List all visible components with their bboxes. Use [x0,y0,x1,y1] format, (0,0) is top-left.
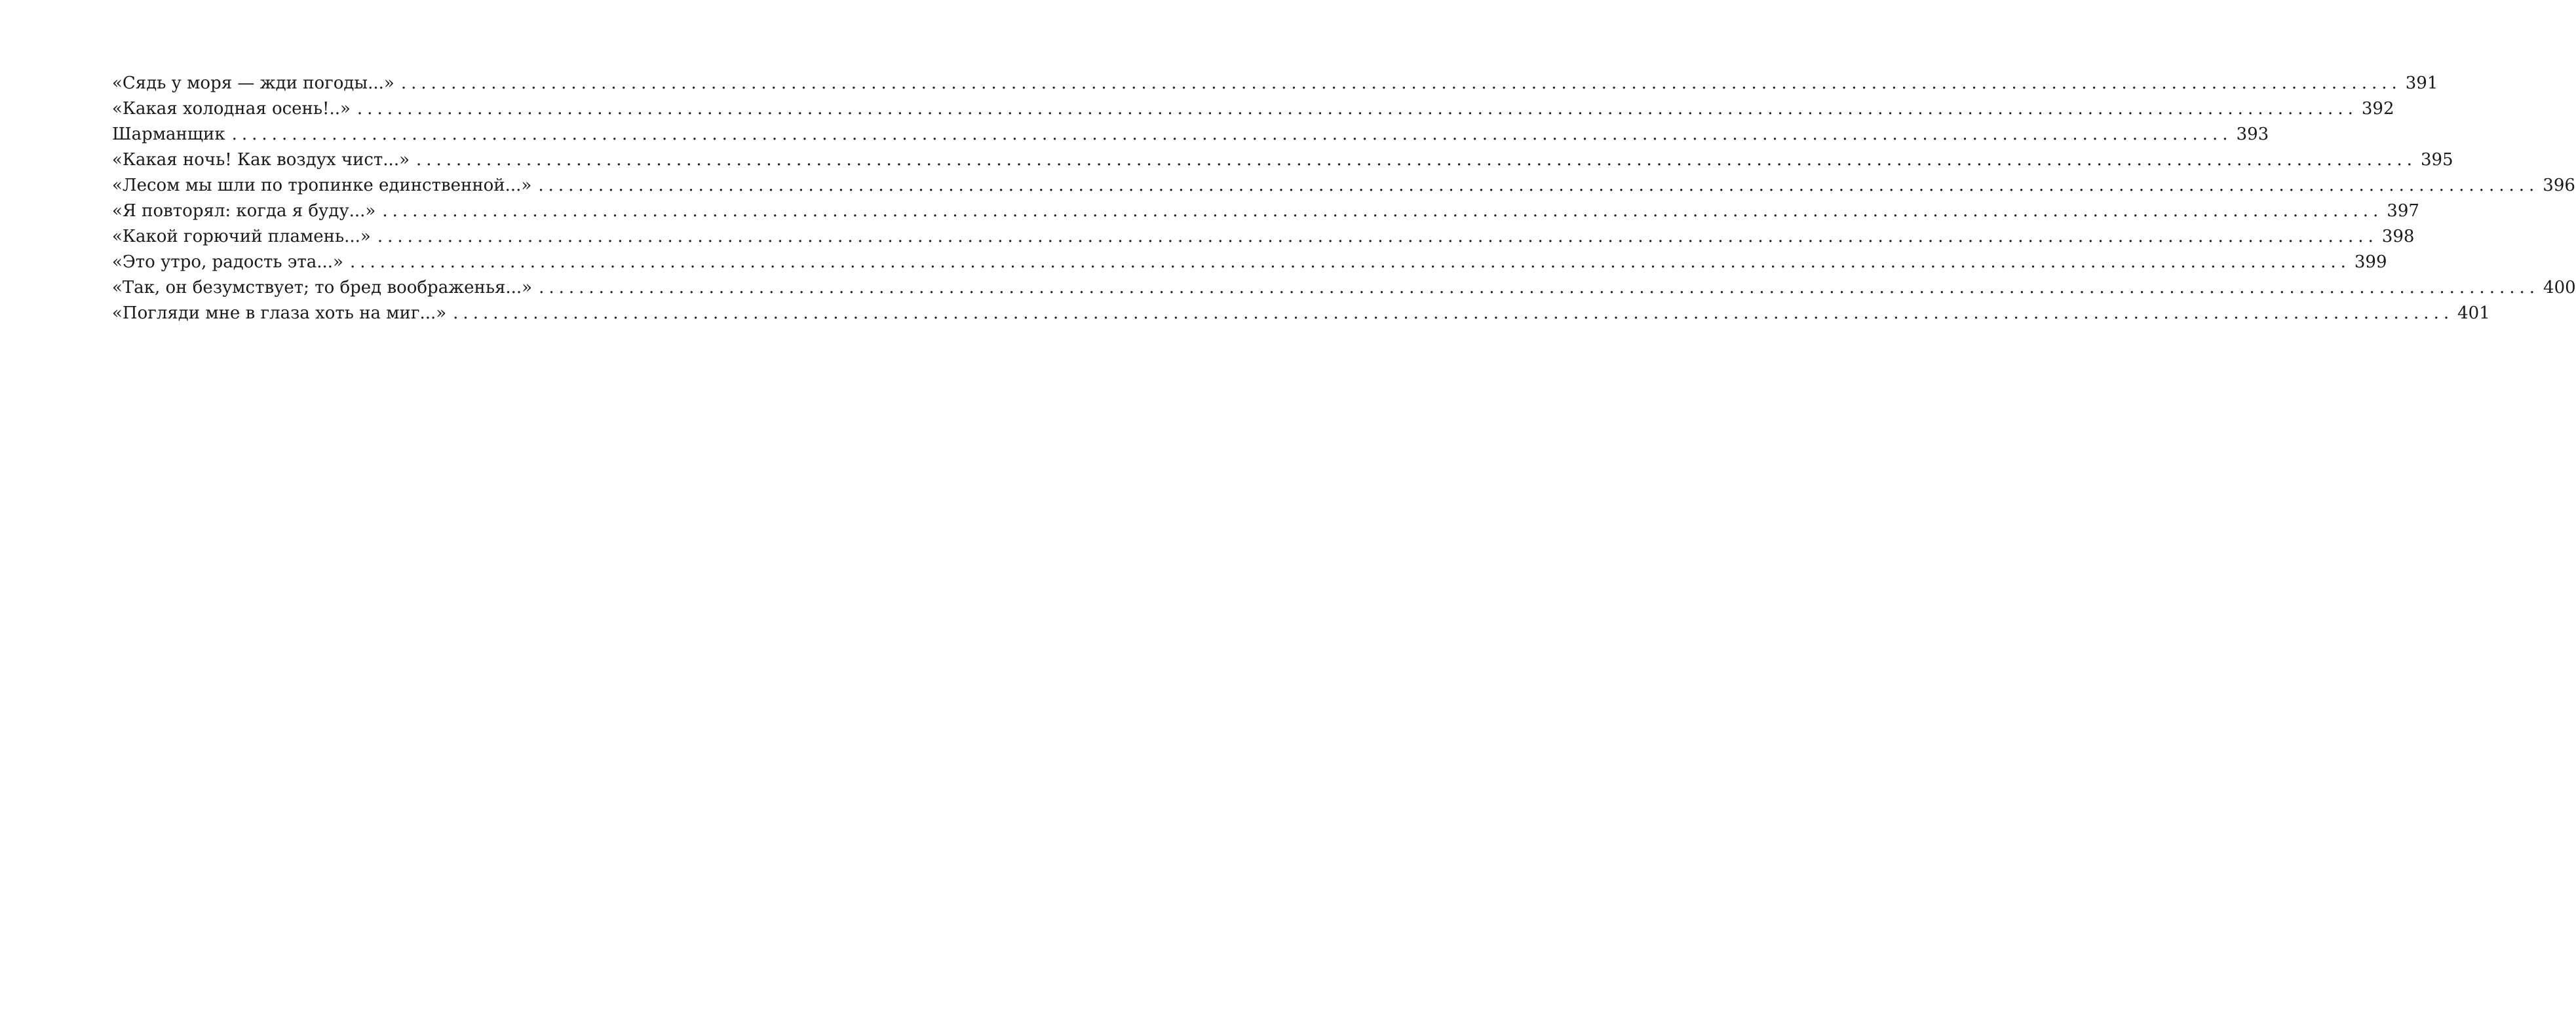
toc-leader-dots: ........................................................................................................................................................................................................ [453,303,2454,323]
toc-leader-dots: ........................................................................................................................................................................................................ [416,150,2417,170]
toc-entry-page: 393 [2236,124,2269,144]
toc-leader-dots: ........................................................................................................................................................................................................ [539,278,2540,297]
toc-entry-title: «Какой горючий пламень...» [112,227,371,246]
toc-entry-title: «Я повторял: когда я буду...» [112,201,376,221]
toc-entry [112,199,2419,224]
toc-entry-title: «Лесом мы шли по тропинке единственной...» [112,176,532,195]
toc-entry-title: «Так, он безумствует; то бред воображенья...» [112,278,533,297]
toc-entry-page: 400 [2543,278,2576,297]
toc-leader-dots: ........................................................................................................................................................................................................ [231,124,2233,144]
toc-entry-page: 401 [2457,303,2490,323]
toc-entry-title: «Какая ночь! Как воздух чист...» [112,150,410,170]
toc-leader-dots: ........................................................................................................................................................................................................ [400,73,2402,93]
toc-entry-page: 398 [2381,227,2415,246]
toc-entry [112,173,2575,199]
toc-entry [112,147,2453,173]
toc-entry [112,301,2490,326]
toc-entry-title: Шарманщик [112,124,225,144]
toc-leader-dots: ........................................................................................................................................................................................................ [538,176,2539,195]
table-of-contents [112,71,2576,326]
toc-entry [112,275,2576,301]
toc-entry [112,122,2269,147]
toc-entry-page: 392 [2361,99,2394,119]
toc-entry [112,250,2387,275]
toc-leader-dots: ........................................................................................................................................................................................................ [349,252,2351,272]
toc-entry-title: «Сядь у моря — жди погоды...» [112,73,394,93]
toc-entry-page: 396 [2543,176,2575,195]
toc-entry [112,96,2394,122]
toc-leader-dots: ........................................................................................................................................................................................................ [356,99,2358,119]
toc-entry-title: «Какая холодная осень!..» [112,99,351,119]
toc-entry [112,71,2438,96]
toc-entry [112,224,2415,250]
toc-entry-page: 395 [2420,150,2453,170]
toc-leader-dots: ........................................................................................................................................................................................................ [377,227,2378,246]
toc-entry-title: «Погляди мне в глаза хоть на миг...» [112,303,447,323]
toc-leader-dots: ........................................................................................................................................................................................................ [382,201,2383,221]
toc-entry-title: «Это утро, радость эта...» [112,252,343,272]
toc-entry-page: 399 [2354,252,2387,272]
toc-entry-page: 397 [2387,201,2419,221]
toc-entry-page: 391 [2405,73,2438,93]
